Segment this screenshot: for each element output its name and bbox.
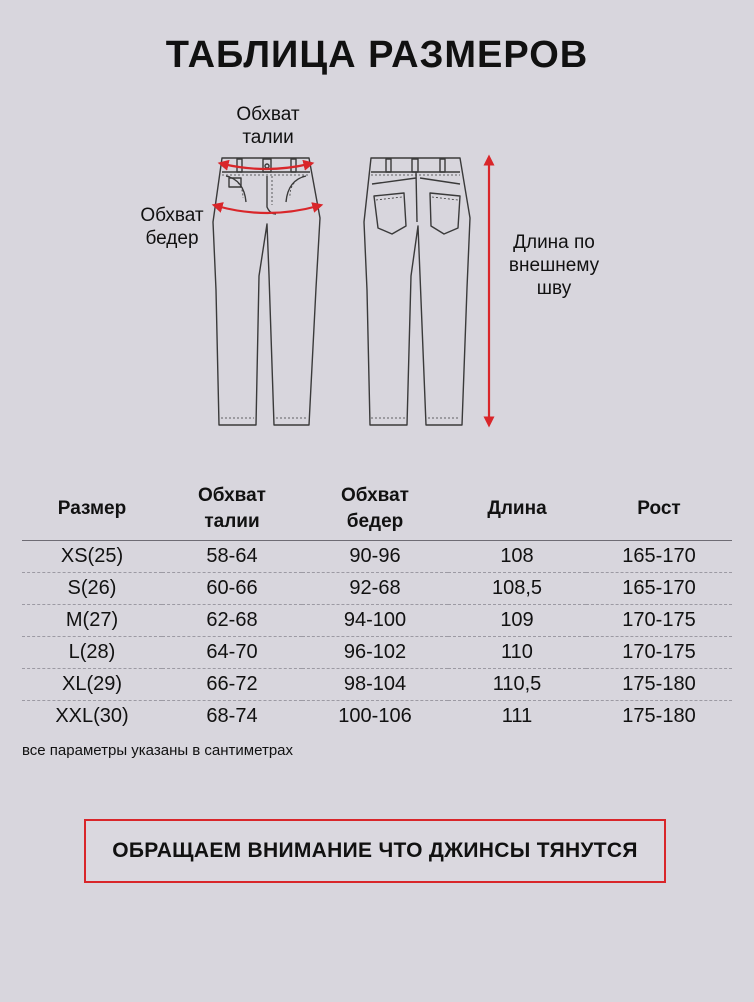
cell-height: 170-175 [586,637,732,669]
cell-height: 165-170 [586,573,732,605]
length-label: Длина по внешнему шву [508,232,600,299]
cell-hips: 90-96 [302,541,448,573]
cell-height: 170-175 [586,605,732,637]
cell-size: M(27) [22,605,162,637]
header-length: Длина [487,498,547,519]
cell-size: XL(29) [22,669,162,701]
cell-length: 110,5 [448,669,586,701]
cell-size: L(28) [22,637,162,669]
cell-hips: 92-68 [302,573,448,605]
cell-size: S(26) [22,573,162,605]
cell-length: 111 [448,701,586,733]
cell-waist: 60-66 [162,573,302,605]
waist-label: Обхват талии [236,104,300,148]
stretch-notice [84,819,666,883]
jeans-illustration [0,0,754,460]
table-row [22,541,732,573]
jeans-back-icon [364,158,470,425]
table-row [22,637,732,669]
cell-length: 108 [448,541,586,573]
page-title: ТАБЛИЦА РАЗМЕРОВ [165,34,589,76]
cell-height: 175-180 [586,669,732,701]
cell-hips: 96-102 [302,637,448,669]
header-height: Рост [637,498,681,519]
cell-waist: 58-64 [162,541,302,573]
table-row [22,669,732,701]
cell-waist: 66-72 [162,669,302,701]
units-note: все параметры указаны в сантиметрах [22,742,294,759]
table-row [22,701,732,733]
jeans-front-icon [213,158,320,425]
cell-size: XS(25) [22,541,162,573]
header-hips: Обхват бедер [341,485,409,532]
hip-label: Обхват бедер [140,205,204,249]
cell-hips: 94-100 [302,605,448,637]
cell-hips: 98-104 [302,669,448,701]
header-size: Размер [57,498,127,519]
size-table [22,478,732,732]
cell-length: 108,5 [448,573,586,605]
header-waist: Обхват талии [198,485,266,532]
table-row [22,605,732,637]
cell-size: XXL(30) [22,701,162,733]
cell-length: 110 [448,637,586,669]
cell-hips: 100-106 [302,701,448,733]
stretch-notice-text: ОБРАЩАЕМ ВНИМАНИЕ ЧТО ДЖИНСЫ ТЯНУТСЯ [112,839,638,862]
cell-height: 175-180 [586,701,732,733]
cell-waist: 64-70 [162,637,302,669]
cell-height: 165-170 [586,541,732,573]
cell-waist: 68-74 [162,701,302,733]
table-header-row [22,478,732,541]
cell-waist: 62-68 [162,605,302,637]
table-row [22,573,732,605]
cell-length: 109 [448,605,586,637]
